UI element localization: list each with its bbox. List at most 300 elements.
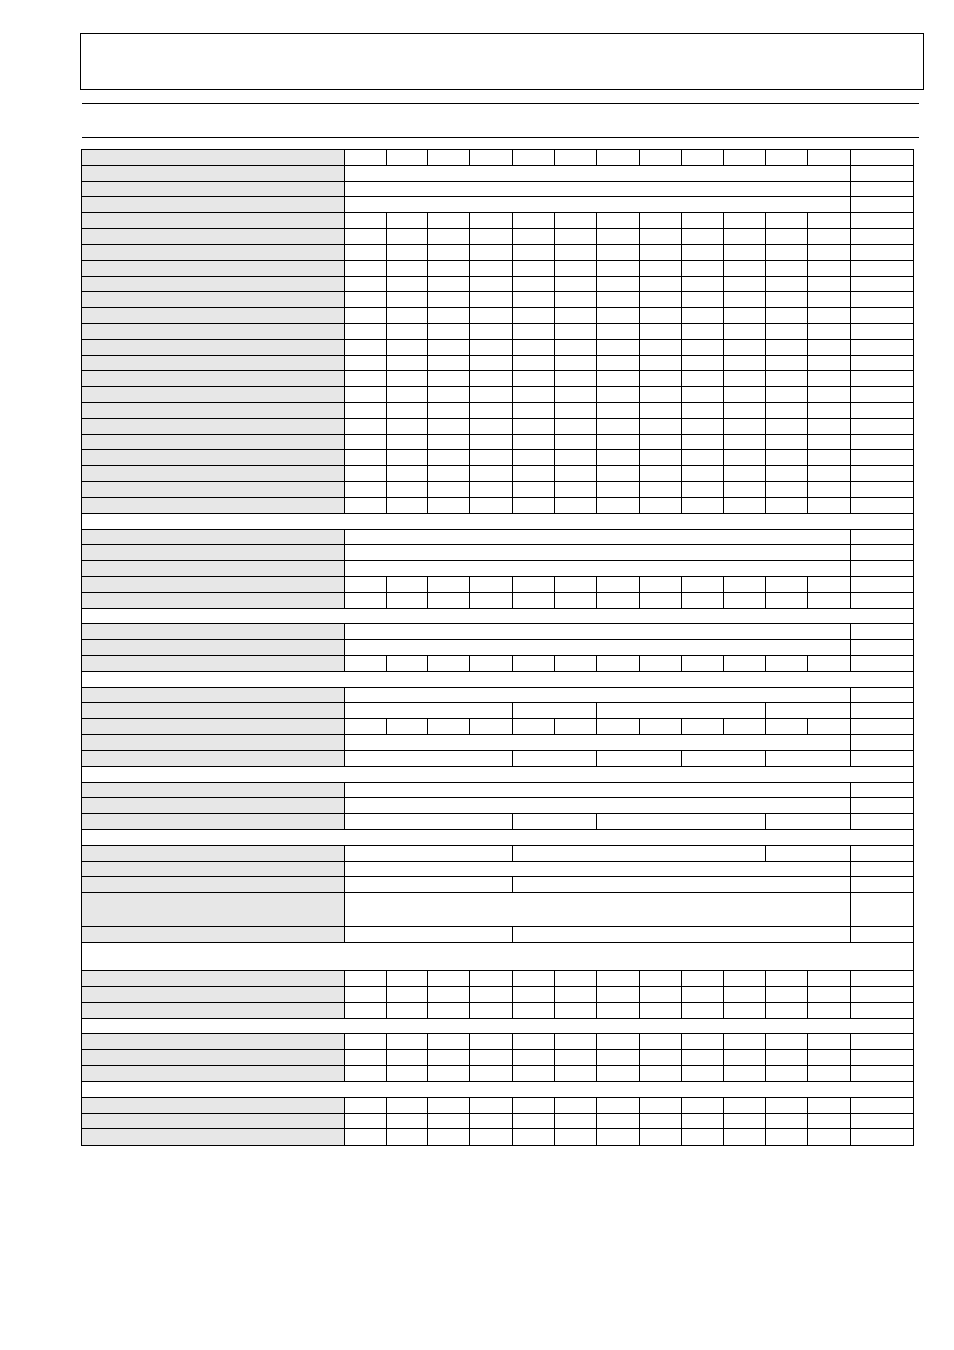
table-row xyxy=(82,150,914,166)
value-cell xyxy=(765,308,807,324)
value-cell xyxy=(850,450,913,466)
value-cell xyxy=(765,260,807,276)
value-cell xyxy=(428,592,470,608)
value-cell xyxy=(850,308,913,324)
value-cell xyxy=(470,971,512,987)
value-cell xyxy=(512,926,850,942)
value-cell xyxy=(723,1034,765,1050)
table-row xyxy=(82,656,914,672)
value-cell xyxy=(596,339,639,355)
row-label-cell xyxy=(82,434,345,450)
value-cell xyxy=(512,418,554,434)
value-cell xyxy=(428,292,470,308)
table-row xyxy=(82,450,914,466)
section-header-cell xyxy=(82,671,914,687)
value-cell xyxy=(765,592,807,608)
value-cell xyxy=(470,1050,512,1066)
value-cell xyxy=(512,434,554,450)
value-cell xyxy=(807,150,850,166)
table-row xyxy=(82,1129,914,1146)
value-cell xyxy=(387,434,428,450)
value-cell xyxy=(807,355,850,371)
value-cell xyxy=(723,656,765,672)
row-label-cell xyxy=(82,260,345,276)
table-row xyxy=(82,845,914,861)
value-cell xyxy=(470,450,512,466)
value-cell xyxy=(345,640,851,656)
row-label-cell xyxy=(82,292,345,308)
value-cell xyxy=(723,1097,765,1113)
value-cell xyxy=(850,1002,913,1018)
value-cell xyxy=(850,403,913,419)
value-cell xyxy=(345,260,387,276)
value-cell xyxy=(850,845,913,861)
value-cell xyxy=(554,323,596,339)
value-cell xyxy=(723,466,765,482)
value-cell xyxy=(807,260,850,276)
value-cell xyxy=(554,244,596,260)
value-cell xyxy=(554,355,596,371)
value-cell xyxy=(387,497,428,513)
value-cell xyxy=(723,355,765,371)
value-cell xyxy=(850,735,913,751)
row-label-cell xyxy=(82,339,345,355)
row-label-cell xyxy=(82,323,345,339)
value-cell xyxy=(723,292,765,308)
row-label-cell xyxy=(82,1113,345,1129)
table-row xyxy=(82,942,914,970)
value-cell xyxy=(428,1002,470,1018)
table-row xyxy=(82,703,914,719)
value-cell xyxy=(345,1129,387,1146)
row-label-cell xyxy=(82,244,345,260)
value-cell xyxy=(681,1097,723,1113)
value-cell xyxy=(807,1066,850,1082)
table-row xyxy=(82,497,914,513)
value-cell xyxy=(428,1066,470,1082)
value-cell xyxy=(596,244,639,260)
value-cell xyxy=(554,292,596,308)
row-label-cell xyxy=(82,592,345,608)
spec-table-body xyxy=(82,150,914,1146)
value-cell xyxy=(470,150,512,166)
value-cell xyxy=(807,403,850,419)
value-cell xyxy=(387,418,428,434)
value-cell xyxy=(850,181,913,197)
value-cell xyxy=(554,1113,596,1129)
section-header-cell xyxy=(82,942,914,970)
value-cell xyxy=(723,276,765,292)
value-cell xyxy=(850,339,913,355)
table-row xyxy=(82,355,914,371)
header-rule-top xyxy=(82,103,919,104)
value-cell xyxy=(470,1113,512,1129)
value-cell xyxy=(345,861,851,877)
value-cell xyxy=(345,926,512,942)
value-cell xyxy=(387,150,428,166)
row-label-cell xyxy=(82,545,345,561)
value-cell xyxy=(554,213,596,229)
value-cell xyxy=(428,260,470,276)
value-cell xyxy=(387,323,428,339)
value-cell xyxy=(596,814,765,830)
row-label-cell xyxy=(82,529,345,545)
value-cell xyxy=(639,1113,681,1129)
value-cell xyxy=(512,592,554,608)
value-cell xyxy=(596,703,765,719)
value-cell xyxy=(470,1034,512,1050)
value-cell xyxy=(765,434,807,450)
table-row xyxy=(82,308,914,324)
value-cell xyxy=(470,292,512,308)
table-row xyxy=(82,545,914,561)
value-cell xyxy=(723,1050,765,1066)
value-cell xyxy=(681,656,723,672)
value-cell xyxy=(345,244,387,260)
value-cell xyxy=(596,466,639,482)
value-cell xyxy=(850,150,913,166)
value-cell xyxy=(765,276,807,292)
value-cell xyxy=(765,418,807,434)
value-cell xyxy=(850,165,913,181)
value-cell xyxy=(596,150,639,166)
value-cell xyxy=(512,814,596,830)
value-cell xyxy=(681,971,723,987)
value-cell xyxy=(596,213,639,229)
value-cell xyxy=(639,497,681,513)
value-cell xyxy=(765,355,807,371)
value-cell xyxy=(723,323,765,339)
value-cell xyxy=(850,323,913,339)
value-cell xyxy=(428,1050,470,1066)
value-cell xyxy=(639,719,681,735)
value-cell xyxy=(554,434,596,450)
value-cell xyxy=(387,292,428,308)
value-cell xyxy=(765,387,807,403)
value-cell xyxy=(639,434,681,450)
value-cell xyxy=(765,482,807,498)
value-cell xyxy=(807,576,850,592)
value-cell xyxy=(596,1034,639,1050)
value-cell xyxy=(345,165,851,181)
value-cell xyxy=(850,260,913,276)
table-row xyxy=(82,292,914,308)
value-cell xyxy=(428,229,470,245)
row-label-cell xyxy=(82,387,345,403)
table-row xyxy=(82,260,914,276)
value-cell xyxy=(639,260,681,276)
row-label-cell xyxy=(82,197,345,213)
row-label-cell xyxy=(82,1050,345,1066)
row-label-cell xyxy=(82,1002,345,1018)
value-cell xyxy=(512,403,554,419)
table-row xyxy=(82,213,914,229)
value-cell xyxy=(765,292,807,308)
value-cell xyxy=(428,576,470,592)
table-row xyxy=(82,244,914,260)
value-cell xyxy=(850,1129,913,1146)
value-cell xyxy=(554,1129,596,1146)
value-cell xyxy=(850,1034,913,1050)
row-label-cell xyxy=(82,150,345,166)
value-cell xyxy=(345,719,387,735)
table-row xyxy=(82,971,914,987)
row-label-cell xyxy=(82,1066,345,1082)
value-cell xyxy=(765,814,850,830)
value-cell xyxy=(470,1097,512,1113)
value-cell xyxy=(387,1066,428,1082)
row-label-cell xyxy=(82,450,345,466)
value-cell xyxy=(470,656,512,672)
value-cell xyxy=(723,308,765,324)
row-label-cell xyxy=(82,213,345,229)
value-cell xyxy=(470,1129,512,1146)
value-cell xyxy=(723,719,765,735)
value-cell xyxy=(850,561,913,577)
table-row xyxy=(82,1018,914,1034)
value-cell xyxy=(681,450,723,466)
value-cell xyxy=(681,355,723,371)
value-cell xyxy=(807,719,850,735)
value-cell xyxy=(723,1113,765,1129)
value-cell xyxy=(850,371,913,387)
value-cell xyxy=(765,1129,807,1146)
value-cell xyxy=(596,450,639,466)
value-cell xyxy=(428,355,470,371)
value-cell xyxy=(387,260,428,276)
value-cell xyxy=(428,987,470,1003)
value-cell xyxy=(554,1034,596,1050)
value-cell xyxy=(554,971,596,987)
value-cell xyxy=(850,687,913,703)
value-cell xyxy=(345,150,387,166)
value-cell xyxy=(470,1066,512,1082)
value-cell xyxy=(470,276,512,292)
value-cell xyxy=(765,987,807,1003)
value-cell xyxy=(596,403,639,419)
value-cell xyxy=(681,229,723,245)
value-cell xyxy=(387,450,428,466)
value-cell xyxy=(554,656,596,672)
row-label-cell xyxy=(82,466,345,482)
value-cell xyxy=(681,750,765,766)
table-row xyxy=(82,1050,914,1066)
table-row xyxy=(82,529,914,545)
value-cell xyxy=(596,576,639,592)
value-cell xyxy=(807,497,850,513)
value-cell xyxy=(596,371,639,387)
value-cell xyxy=(345,576,387,592)
header-rule-bottom xyxy=(82,137,919,138)
table-row xyxy=(82,640,914,656)
value-cell xyxy=(639,450,681,466)
value-cell xyxy=(470,482,512,498)
table-row xyxy=(82,1002,914,1018)
value-cell xyxy=(723,1129,765,1146)
row-label-cell xyxy=(82,181,345,197)
value-cell xyxy=(723,1066,765,1082)
value-cell xyxy=(554,260,596,276)
value-cell xyxy=(554,371,596,387)
value-cell xyxy=(387,371,428,387)
value-cell xyxy=(681,1066,723,1082)
value-cell xyxy=(765,450,807,466)
value-cell xyxy=(345,434,387,450)
value-cell xyxy=(387,355,428,371)
value-cell xyxy=(512,355,554,371)
value-cell xyxy=(807,987,850,1003)
value-cell xyxy=(639,1034,681,1050)
value-cell xyxy=(639,308,681,324)
value-cell xyxy=(723,576,765,592)
value-cell xyxy=(470,371,512,387)
value-cell xyxy=(765,719,807,735)
value-cell xyxy=(807,482,850,498)
value-cell xyxy=(512,1113,554,1129)
value-cell xyxy=(512,497,554,513)
value-cell xyxy=(345,592,387,608)
section-header-cell xyxy=(82,608,914,624)
table-row xyxy=(82,181,914,197)
value-cell xyxy=(765,845,850,861)
value-cell xyxy=(765,1066,807,1082)
row-label-cell xyxy=(82,877,345,893)
value-cell xyxy=(470,355,512,371)
value-cell xyxy=(428,1034,470,1050)
value-cell xyxy=(512,229,554,245)
value-cell xyxy=(639,292,681,308)
table-row xyxy=(82,1034,914,1050)
value-cell xyxy=(596,434,639,450)
value-cell xyxy=(850,798,913,814)
value-cell xyxy=(596,229,639,245)
value-cell xyxy=(470,719,512,735)
value-cell xyxy=(345,782,851,798)
value-cell xyxy=(470,323,512,339)
value-cell xyxy=(723,482,765,498)
row-label-cell xyxy=(82,165,345,181)
value-cell xyxy=(512,292,554,308)
value-cell xyxy=(850,434,913,450)
value-cell xyxy=(345,308,387,324)
value-cell xyxy=(765,244,807,260)
value-cell xyxy=(345,418,387,434)
value-cell xyxy=(807,292,850,308)
value-cell xyxy=(428,418,470,434)
value-cell xyxy=(681,213,723,229)
value-cell xyxy=(596,987,639,1003)
value-cell xyxy=(512,703,596,719)
value-cell xyxy=(765,339,807,355)
value-cell xyxy=(850,1066,913,1082)
value-cell xyxy=(723,497,765,513)
value-cell xyxy=(387,1097,428,1113)
value-cell xyxy=(850,244,913,260)
value-cell xyxy=(807,339,850,355)
value-cell xyxy=(639,1129,681,1146)
value-cell xyxy=(596,1002,639,1018)
value-cell xyxy=(596,656,639,672)
value-cell xyxy=(850,387,913,403)
value-cell xyxy=(512,1097,554,1113)
row-label-cell xyxy=(82,719,345,735)
table-row xyxy=(82,434,914,450)
value-cell xyxy=(765,1050,807,1066)
value-cell xyxy=(345,371,387,387)
value-cell xyxy=(345,529,851,545)
row-label-cell xyxy=(82,1034,345,1050)
row-label-cell xyxy=(82,1097,345,1113)
value-cell xyxy=(512,371,554,387)
table-row xyxy=(82,750,914,766)
value-cell xyxy=(639,592,681,608)
value-cell xyxy=(428,276,470,292)
value-cell xyxy=(639,403,681,419)
value-cell xyxy=(345,845,512,861)
value-cell xyxy=(765,323,807,339)
value-cell xyxy=(428,497,470,513)
value-cell xyxy=(639,1097,681,1113)
value-cell xyxy=(681,719,723,735)
value-cell xyxy=(723,987,765,1003)
value-cell xyxy=(387,1034,428,1050)
value-cell xyxy=(850,466,913,482)
value-cell xyxy=(850,1113,913,1129)
table-row xyxy=(82,1066,914,1082)
row-label-cell xyxy=(82,561,345,577)
value-cell xyxy=(554,450,596,466)
value-cell xyxy=(850,893,913,927)
value-cell xyxy=(428,450,470,466)
value-cell xyxy=(596,1066,639,1082)
value-cell xyxy=(387,466,428,482)
value-cell xyxy=(345,798,851,814)
value-cell xyxy=(470,497,512,513)
row-label-cell xyxy=(82,371,345,387)
value-cell xyxy=(681,1113,723,1129)
value-cell xyxy=(387,1002,428,1018)
table-row xyxy=(82,877,914,893)
table-row xyxy=(82,926,914,942)
value-cell xyxy=(596,323,639,339)
value-cell xyxy=(596,1113,639,1129)
value-cell xyxy=(428,371,470,387)
value-cell xyxy=(470,987,512,1003)
value-cell xyxy=(512,450,554,466)
value-cell xyxy=(850,418,913,434)
value-cell xyxy=(807,450,850,466)
section-header-cell xyxy=(82,1018,914,1034)
value-cell xyxy=(723,971,765,987)
value-cell xyxy=(850,987,913,1003)
value-cell xyxy=(850,1097,913,1113)
table-row xyxy=(82,229,914,245)
value-cell xyxy=(723,592,765,608)
value-cell xyxy=(470,434,512,450)
value-cell xyxy=(554,229,596,245)
value-cell xyxy=(723,260,765,276)
row-label-cell xyxy=(82,814,345,830)
value-cell xyxy=(387,229,428,245)
table-row xyxy=(82,624,914,640)
value-cell xyxy=(596,482,639,498)
table-row xyxy=(82,371,914,387)
value-cell xyxy=(850,814,913,830)
value-cell xyxy=(345,482,387,498)
value-cell xyxy=(428,1113,470,1129)
value-cell xyxy=(345,1066,387,1082)
value-cell xyxy=(512,260,554,276)
